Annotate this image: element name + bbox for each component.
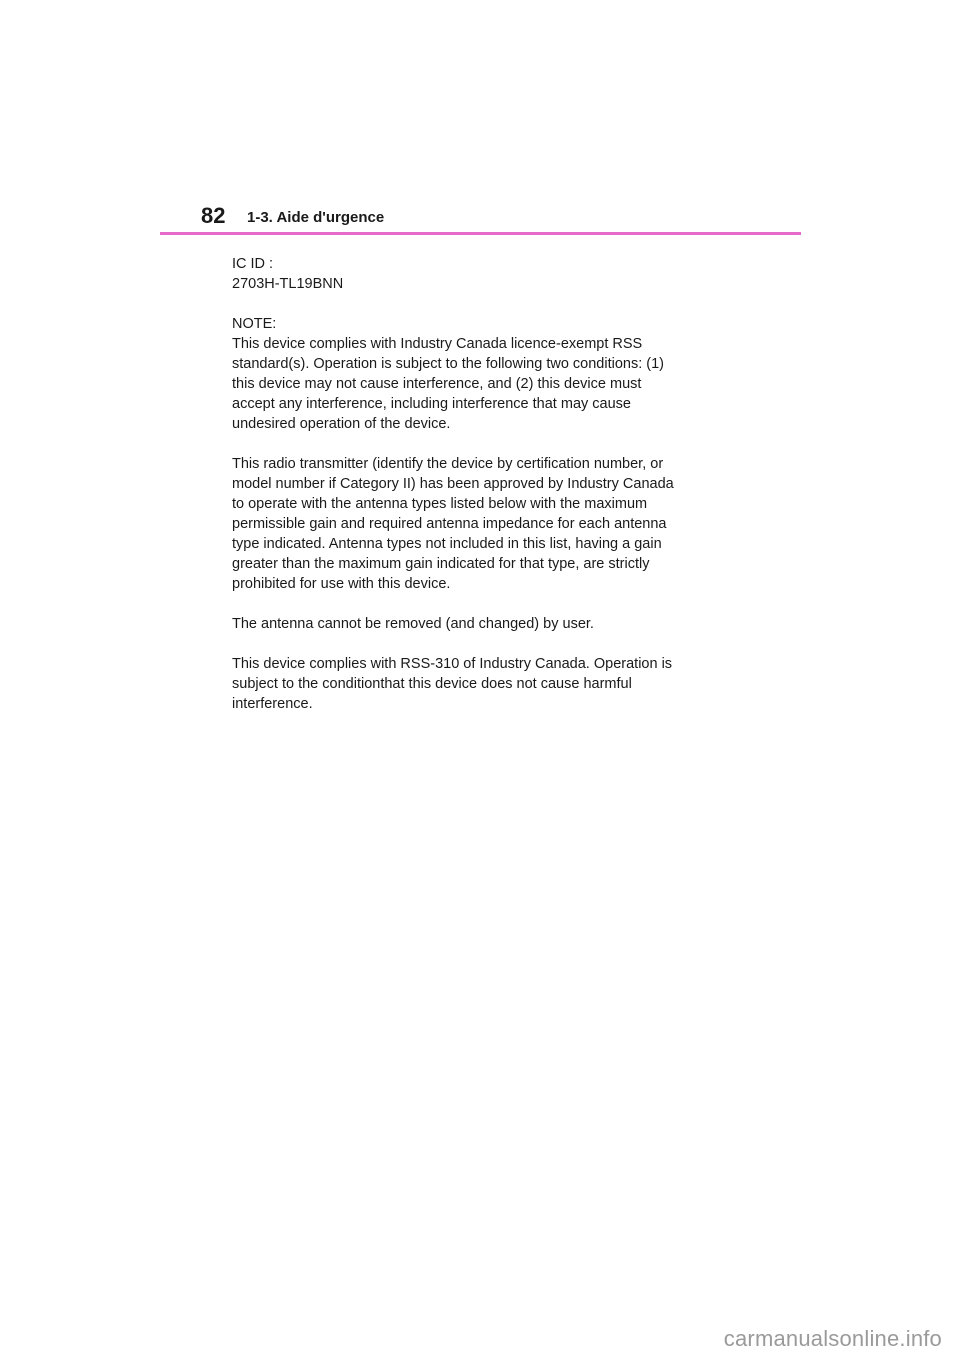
ic-id-block — [232, 254, 732, 294]
paragraph-1-line: This device complies with Industry Canada licence-exempt RSS — [232, 336, 643, 352]
paragraph-2-line: This radio transmitter (identify the device by certification number, or — [232, 456, 664, 472]
paragraph-2-line: type indicated. Antenna types not included in this list, having a gain — [232, 536, 662, 552]
paragraph-2-line: to operate with the antenna types listed below with the maximum — [232, 496, 648, 512]
transmitter-paragraph — [232, 454, 732, 594]
paragraph-1-line: accept any interference, including interference that may cause — [232, 396, 631, 412]
paragraph-2-line: prohibited for use with this device. — [232, 576, 451, 592]
note-paragraph — [232, 314, 732, 434]
note-label: NOTE: — [232, 316, 277, 332]
paragraph-2-line: model number if Category II) has been approved by Industry Canada — [232, 476, 674, 492]
paragraph-1-line: this device may not cause interference, and (2) this device must — [232, 376, 642, 392]
paragraph-1-line: undesired operation of the device. — [232, 416, 451, 432]
section-title: 1-3. Aide d'urgence — [247, 209, 385, 226]
paragraph-1-line: standard(s). Operation is subject to the following two conditions: (1) — [232, 356, 664, 372]
page-content — [232, 254, 732, 734]
watermark-text: carmanualsonline.info — [723, 1326, 942, 1351]
paragraph-2-line: permissible gain and required antenna impedance for each antenna — [232, 516, 667, 532]
ic-id-label: IC ID : — [232, 256, 274, 272]
paragraph-3-line: The antenna cannot be removed (and changed) by user. — [232, 616, 594, 632]
ic-id-value: 2703H-TL19BNN — [232, 276, 344, 292]
page-number: 82 — [201, 203, 226, 228]
paragraph-4-line: subject to the conditionthat this device does not cause harmful — [232, 676, 632, 692]
antenna-paragraph — [232, 614, 732, 634]
header-divider — [160, 232, 801, 235]
paragraph-2-line: greater than the maximum gain indicated for that type, are strictly — [232, 556, 650, 572]
paragraph-4-line: This device complies with RSS-310 of Industry Canada. Operation is — [232, 656, 673, 672]
paragraph-4-line: interference. — [232, 696, 313, 712]
rss-paragraph — [232, 654, 732, 714]
